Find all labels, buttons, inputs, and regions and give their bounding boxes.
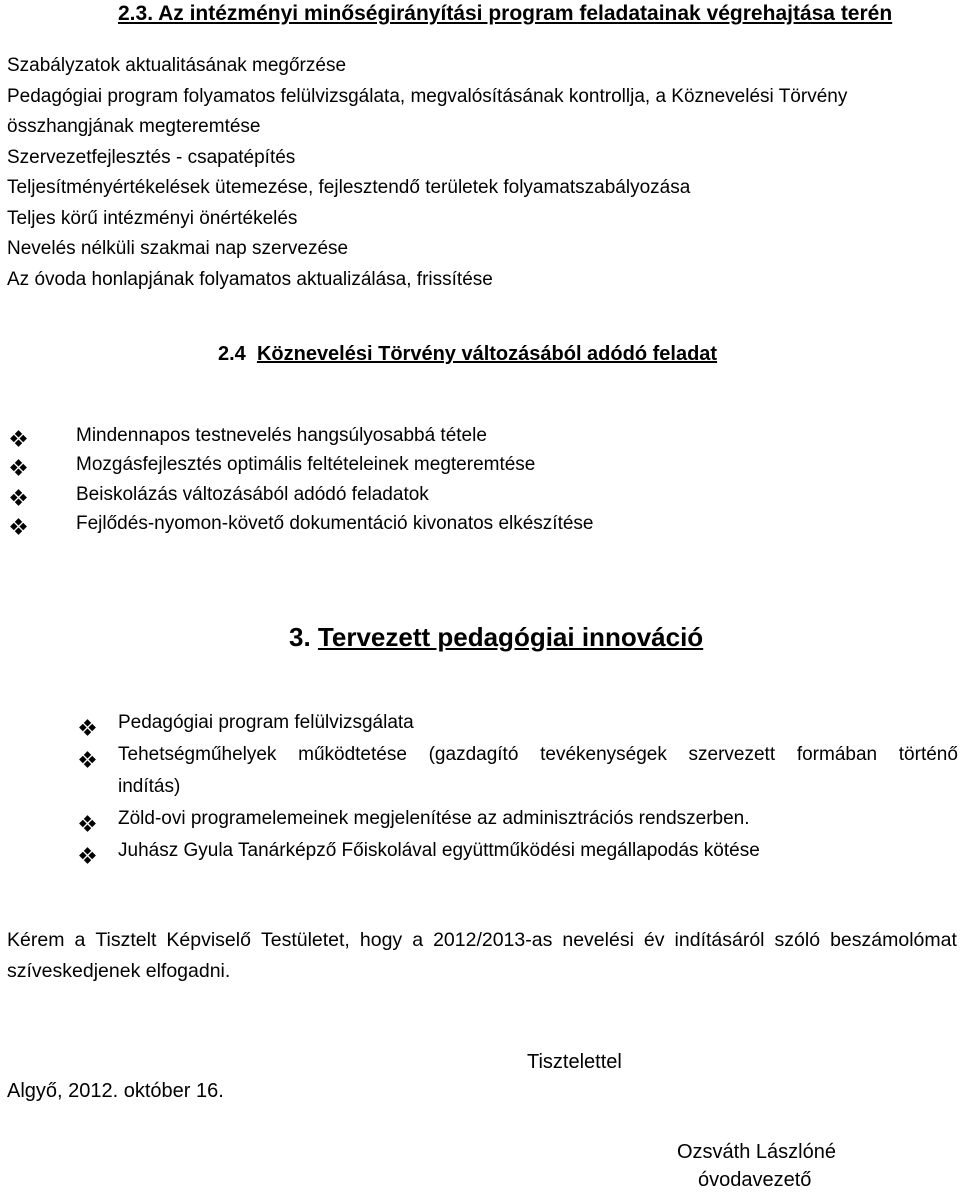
diamond-bullet-icon (79, 843, 96, 860)
list-item: Juhász Gyula Tanárképző Főiskolával együttműködési megállapodás kötése (118, 835, 958, 867)
place-date: Algyő, 2012. október 16. (7, 1080, 224, 1102)
section-3-list (118, 707, 958, 867)
list-item: Teljes körű intézményi önértékelés (7, 207, 298, 229)
list-item: Szervezetfejlesztés - csapatépítés (7, 146, 296, 168)
list-item: Beiskolázás változásából adódó feladatok (76, 480, 594, 509)
diamond-bullet-icon (10, 486, 27, 503)
list-item: Pedagógiai program folyamatos felülvizsgálata, megvalósításának kontrollja, a Köznevelési Törvény (7, 85, 848, 107)
list-item: Fejlődés-nyomon-követő dokumentáció kivonatos elkészítése (76, 509, 594, 538)
section-3-heading (289, 620, 703, 654)
signer-name: Ozsváth Lászlóné (677, 1141, 836, 1163)
diamond-bullet-icon (79, 715, 96, 732)
section-2-4-heading (218, 340, 717, 368)
greeting: Tisztelettel (527, 1051, 622, 1073)
section-3-title: Tervezett pedagógiai innováció (317, 622, 704, 652)
section-3-number: 3. (289, 622, 311, 652)
closing-request-line: Kérem a Tisztelt Képviselő Testületet, hogy a 2012/2013-as nevelési év indításáról szóló beszámolómat (7, 929, 957, 951)
diamond-bullet-icon (10, 515, 27, 532)
section-2-4-number: 2.4 (218, 343, 246, 365)
signer-title: óvodavezető (698, 1169, 812, 1191)
list-item: Zöld-ovi programelemeinek megjelenítése az adminisztrációs rendszerben. (118, 803, 958, 835)
list-item (118, 739, 958, 803)
list-item: Mindennapos testnevelés hangsúlyosabbá tétele (76, 421, 594, 450)
list-item-line: indítás) (118, 776, 181, 797)
closing-request (7, 925, 957, 987)
list-item: Teljesítményértékelések ütemezése, fejlesztendő területek folyamatszabályozása (7, 177, 691, 198)
section-2-4-title: Köznevelési Törvény változásából adódó feladat (256, 343, 718, 365)
diamond-bullet-icon (10, 427, 27, 444)
list-item-line: Tehetségműhelyek működtetése (gazdagító tevékenységek szervezett formában történő (118, 744, 958, 765)
closing-request-line: szíveskedjenek elfogadni. (7, 960, 231, 982)
list-item: Pedagógiai program felülvizsgálata (118, 707, 958, 739)
section-2-4-list (76, 421, 594, 538)
diamond-bullet-icon (79, 811, 96, 828)
list-item: Az óvoda honlapjának folyamatos aktualizálása, frissítése (7, 268, 493, 290)
section-2-3-list (7, 51, 847, 295)
list-item: összhangjának megteremtése (7, 116, 261, 137)
list-item: Szabályzatok aktualitásának megőrzése (7, 55, 347, 76)
diamond-bullet-icon (10, 456, 27, 473)
list-item: Nevelés nélküli szakmai nap szervezése (7, 238, 349, 259)
diamond-bullet-icon (79, 747, 96, 764)
list-item: Mozgásfejlesztés optimális feltételeinek megteremtése (76, 450, 594, 479)
section-2-3-heading: 2.3. Az intézményi minőségirányítási program feladatainak végrehajtása terén (118, 2, 893, 25)
